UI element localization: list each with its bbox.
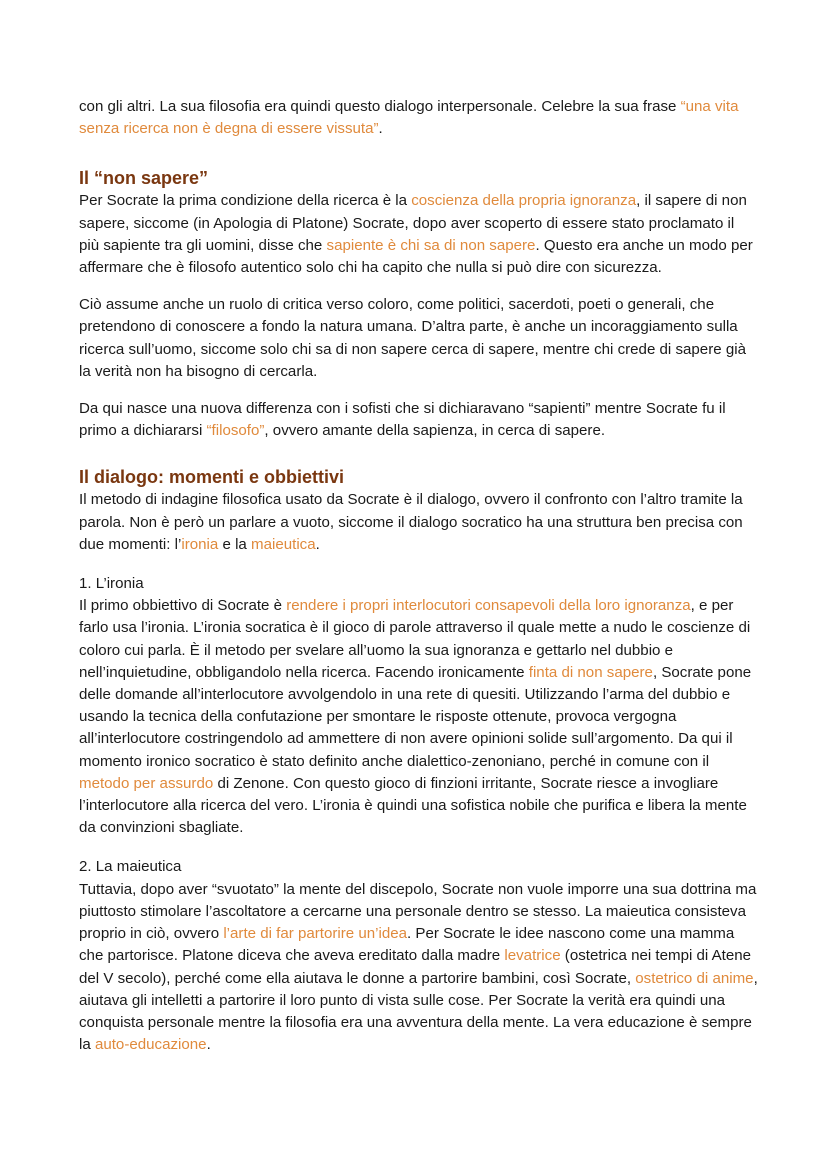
intro-paragraph: [79, 96, 758, 140]
text-run: .: [315, 535, 320, 553]
text-run: , ovvero amante della sapienza, in cerca di sapere.: [264, 422, 606, 440]
text-run: di Zenone. Con questo gioco di finzioni irritante, Socrate riesce a invogliare l’interlocutore alla ricerca del vero. L’ironia è quindi una sofistica nobile che purifica e libera la mente da convinzioni sbagliate.: [79, 774, 747, 837]
text-run: Ciò assume anche un ruolo di critica verso coloro, come politici, sacerdoti, poeti o generali, che pretendono di conoscere a fondo la natura umana. D’altra parte, è anche un incoraggiamento sulla ricerca sull’uomo, siccome solo chi sa di non sapere cerca di sapere, mentre chi crede di sapere già la verità non ha bisogno di cercarla.: [79, 296, 746, 380]
text-run: . Questo era anche un modo per affermare che è filosofo autentico solo chi ha capito che nulla si può dire con sicurezza.: [79, 236, 753, 277]
highlighted-phrase: coscienza della propria ignoranza: [411, 192, 637, 210]
text-run: Tuttavia, dopo aver “svuotato” la mente del discepolo, Socrate non vuole imporre una sua dottrina ma piuttosto stimolare l’ascoltatore a cercarne una personale dentro se stesso. La maieutica consisteva proprio in ciò, ovvero: [79, 880, 757, 943]
text-run: , e per farlo usa l’ironia. L’ironia socratica è il gioco di parole attraverso il quale mette a nudo le coscienze di coloro cui parla. È il metodo per svelare all’uomo la sua ignoranza e gettarlo nel dubbio e nell’inquietudine, obbligandolo nella ricerca. Facendo ironicamente: [79, 597, 751, 681]
paragraph-ironia: [79, 595, 758, 839]
highlighted-phrase: levatrice: [504, 947, 561, 965]
subheading-ironia: 1. L’ironia: [79, 575, 144, 593]
paragraph-non-sapere-2: [79, 294, 758, 383]
highlighted-phrase: finta di non sapere: [528, 663, 653, 681]
highlighted-phrase: “una vita senza ricerca non è degna di essere vissuta”: [79, 98, 739, 138]
highlighted-phrase: sapiente è chi sa di non sapere: [326, 236, 536, 254]
subheading-maieutica: 2. La maieutica: [79, 858, 182, 876]
highlighted-phrase: “filosofo”: [206, 422, 265, 440]
text-run: . Per Socrate le idee nascono come una mamma che partorisce. Platone diceva che aveva ereditato dalla madre: [79, 925, 735, 965]
text-run: (ostetrica nei tempi di Atene del V secolo), perché come ella aiutava le donne a partorire bambini, così Socrate,: [79, 947, 752, 987]
highlighted-phrase: l’arte di far partorire un’idea: [223, 925, 408, 943]
highlighted-phrase: metodo per assurdo: [79, 774, 214, 792]
text-run: e la: [218, 535, 252, 553]
paragraph-non-sapere-1: [79, 190, 758, 279]
paragraph-dialogo-intro: [79, 489, 758, 556]
text-run: .: [378, 120, 383, 138]
highlighted-phrase: ironia: [181, 535, 219, 553]
section-heading-non-sapere: Il “non sapere”: [79, 168, 209, 189]
text-run: con gli altri. La sua filosofia era quindi questo dialogo interpersonale. Celebre la sua frase: [79, 98, 681, 115]
text-run: , il sapere di non sapere, siccome (in Apologia di Platone) Socrate, dopo aver scoperto di essere stato proclamato il più sapiente tra gli uomini, disse che: [79, 192, 747, 254]
highlighted-phrase: rendere i propri interlocutori consapevoli della loro ignoranza: [286, 597, 691, 615]
text-run: Il primo obbiettivo di Socrate è: [79, 597, 287, 615]
text-run: Da qui nasce una nuova differenza con i sofisti che si dichiaravano “sapienti” mentre Socrate fu il primo a dichiararsi: [79, 400, 726, 440]
text-run: .: [206, 1036, 211, 1054]
text-run: Il metodo di indagine filosofica usato da Socrate è il dialogo, ovvero il confronto con l’altro tramite la parola. Non è però un parlare a vuoto, siccome il dialogo socratico ha una struttura ben precisa con due momenti: l’: [79, 491, 743, 553]
paragraph-non-sapere-3: [79, 398, 758, 442]
section-heading-dialogo: Il dialogo: momenti e obbiettivi: [79, 467, 345, 488]
highlighted-phrase: maieutica: [251, 535, 316, 553]
text-run: Per Socrate la prima condizione della ricerca è la: [79, 192, 412, 210]
paragraph-maieutica: [79, 879, 758, 1057]
text-run: , aiutava gli intelletti a partorire il loro punto di vista sulle cose. Per Socrate la verità era quindi una conquista personale mentre la filosofia era una avventura della mente. La vera educazione è sempre la: [79, 969, 758, 1054]
highlighted-phrase: auto-educazione: [94, 1036, 207, 1054]
text-run: , Socrate pone delle domande all’interlocutore avvolgendolo in una rete di quesiti. Utilizzando l’arma del dubbio e usando la tecnica della confutazione per smontare le risposte ottenute, provoca vergogna all’interlocutore costringendolo ad ammettere di non avere opinioni solide sull’argomento. Da qui il momento ironico socratico è stato definito anche dialettico-zenoniano, perché in comune con il: [79, 663, 752, 770]
highlighted-phrase: ostetrico di anime: [635, 969, 754, 987]
